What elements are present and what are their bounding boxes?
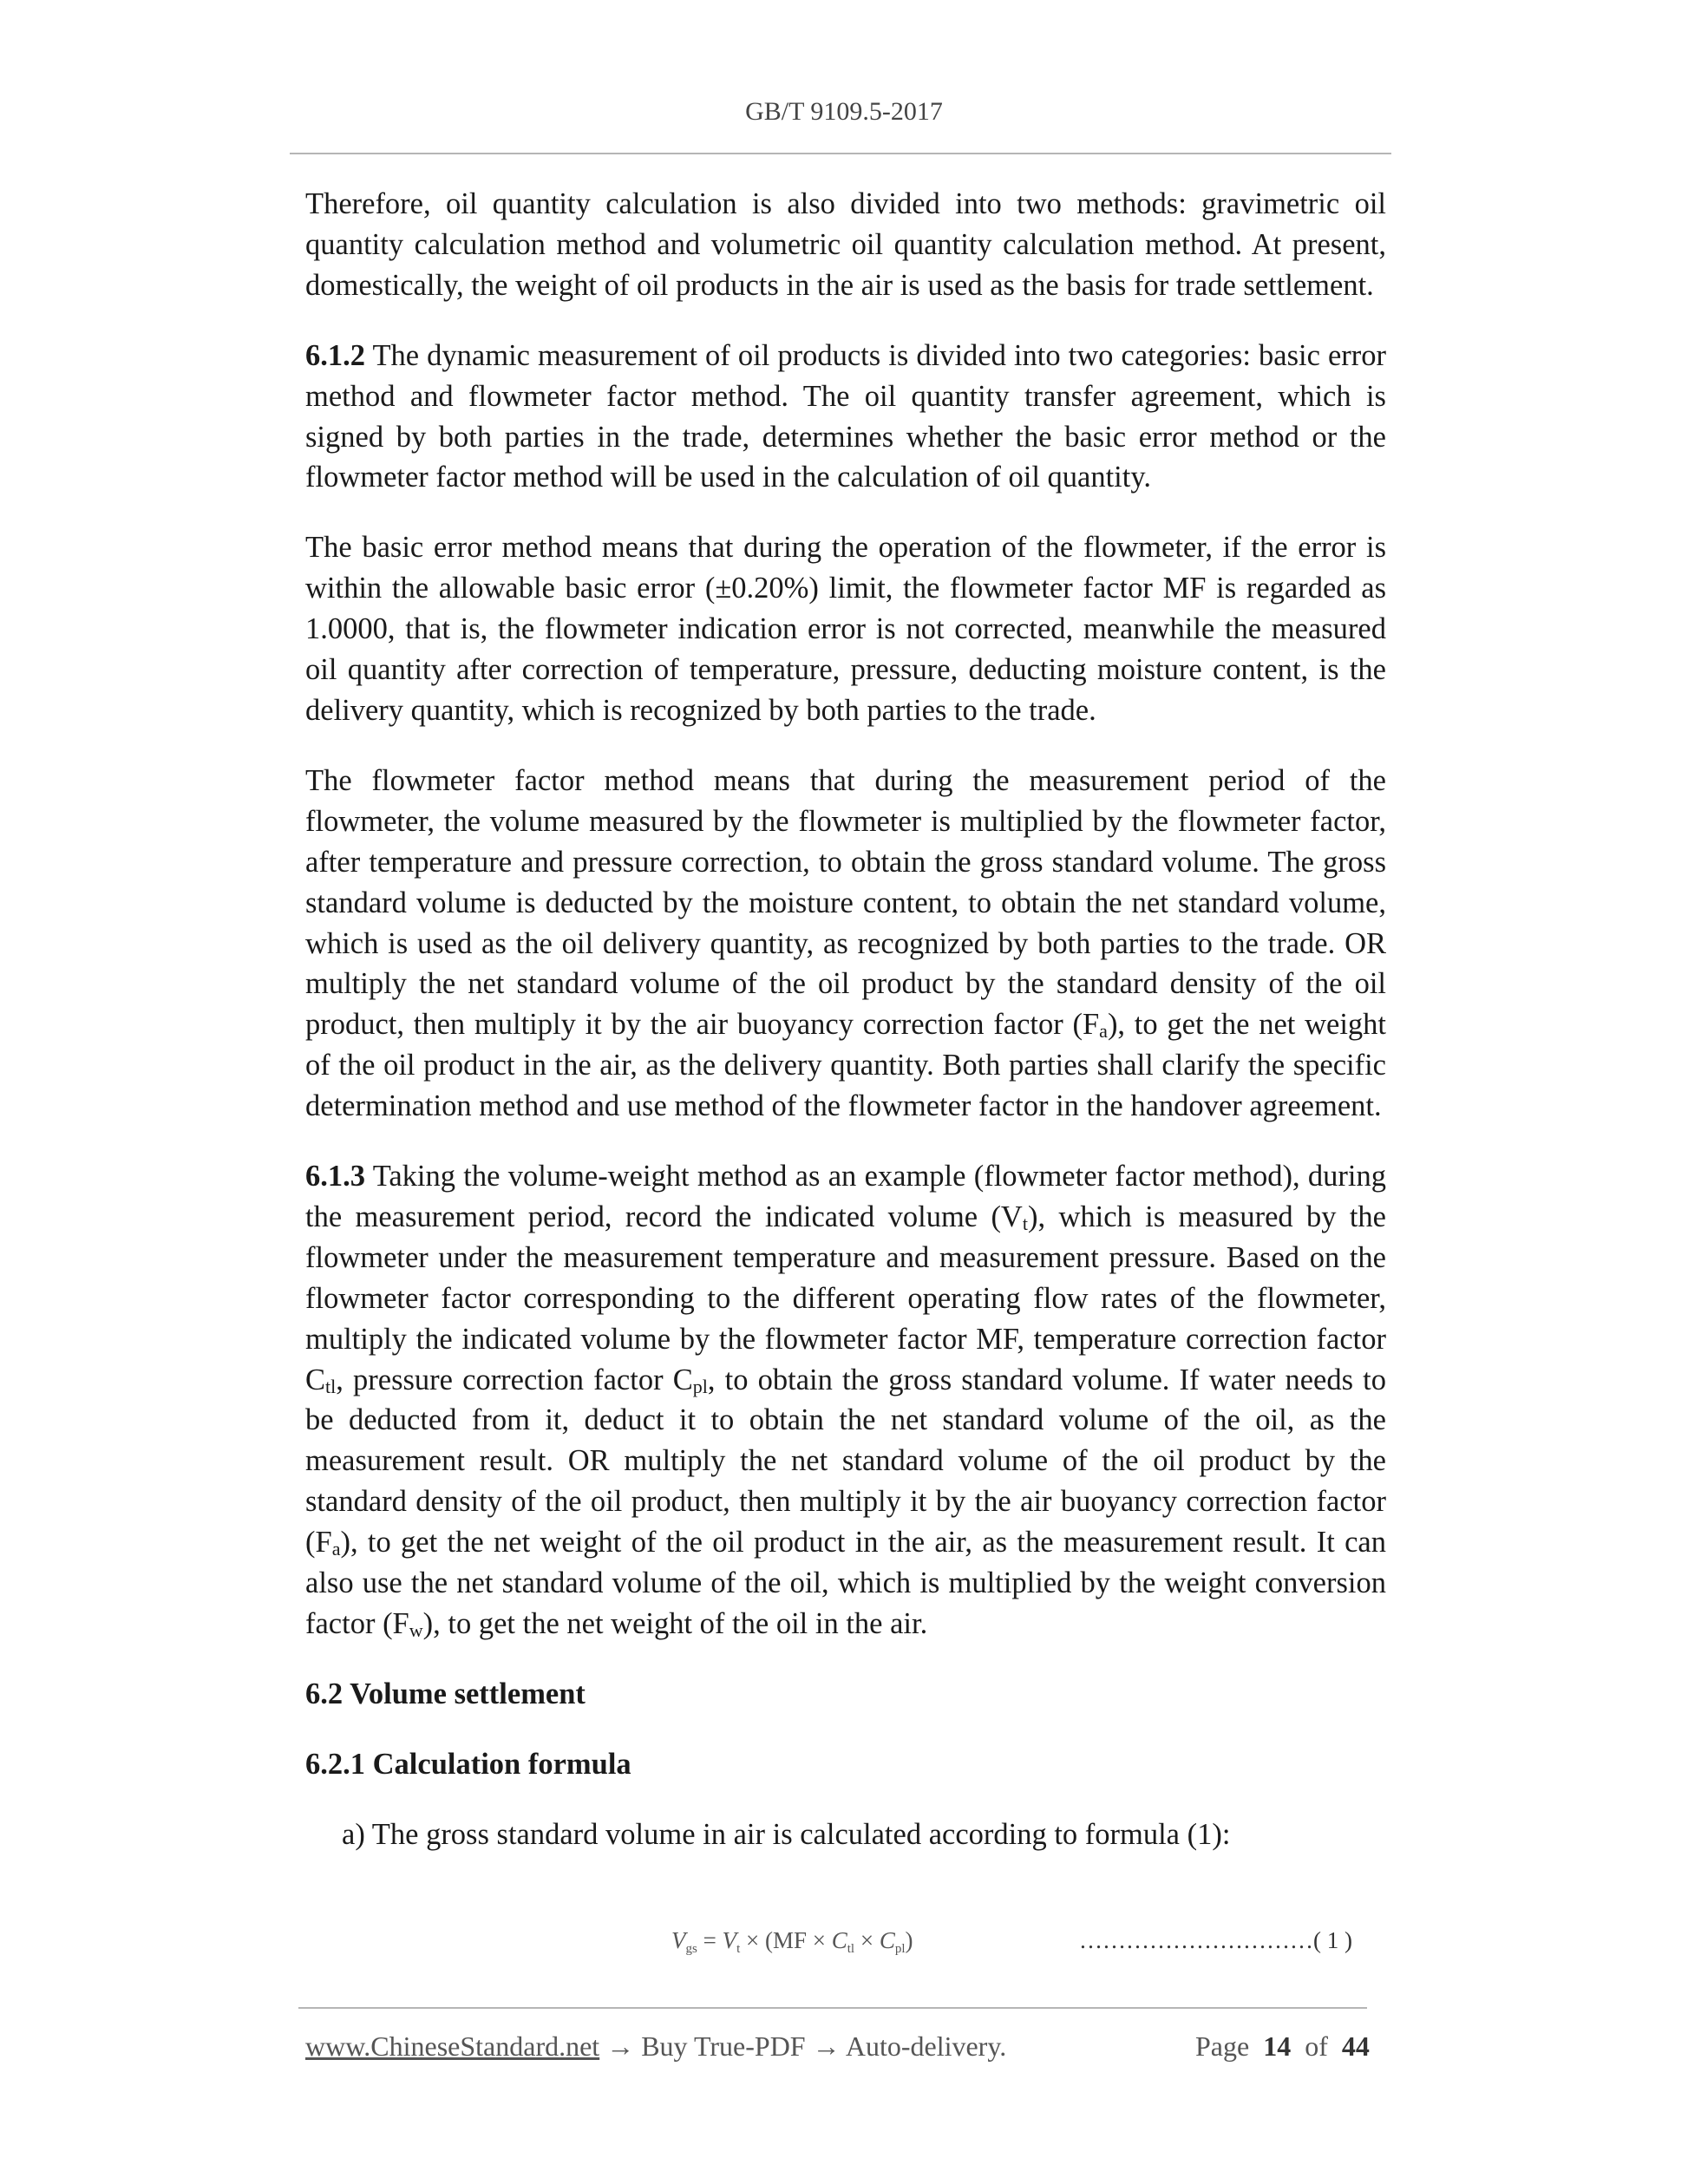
formula-number: …………………………( 1 ) (1079, 1927, 1352, 1953)
paragraph-oil-calculation-methods: Therefore, oil quantity calculation is also divided into two methods: gravimetric oil quantity calculation method and volumetric oil quantity calculation method. At present, domestically, the weight of oil products in the air is used as the basis for trade settlement. (305, 187, 1386, 302)
footer-promo: www.ChineseStandard.net → Buy True-PDF → Auto-delivery. (305, 2030, 1007, 2062)
clause-number: 6.1.3 (305, 1160, 365, 1193)
paragraph-flowmeter-factor-method: The flowmeter factor method means that during the measurement period of the flowmeter, the volume measured by the flowmeter is multiplied by the flowmeter factor, after temperature and pressure correction, to obtain the gross standard volume. The gross standard volume is deducted by the moisture content, to obtain the net standard volume, which is used as the oil delivery quantity, as recognized by both parties to the trade. OR multiply the net standard volume of the oil product by the standard density of the oil product, then multiply it by the air buoyancy correction factor $(F_a)$, to get the net weight of the oil product in the air, as the delivery quantity. Both parties shall clarify the specific determination method and use method of the flowmeter factor in the handover agreement. (305, 763, 1386, 1123)
chinesestandard-link[interactable]: www.ChineseStandard.net (305, 2030, 600, 2062)
list-item-a: a) The gross standard volume in air is calculated according to formula (1): (342, 1817, 1231, 1851)
heading-calculation-formula: 6.2.1 Calculation formula (305, 1747, 631, 1781)
header-divider (290, 153, 1391, 154)
heading-volume-settlement: 6.2 Volume settlement (305, 1677, 586, 1710)
arrow-right-icon: → (805, 2030, 846, 2062)
formula-1: $V_{gs} = V_t \times (MF \times C_{tl} \times C_{pl})$ (671, 1927, 913, 1956)
arrow-right-icon: → (599, 2030, 642, 2062)
page-content (305, 184, 1386, 1855)
paragraph-basic-error-method: The basic error method means that during the operation of the flowmeter, if the error is within the allowable basic error (±0.20%) limit, the flowmeter factor MF is regarded as 1.0000, that is, the flowmeter indication error is not corrected, meanwhile the measured oil quantity after correction of temperature, pressure, deducting moisture content, is the delivery quantity, which is recognized by both parties to the trade. (305, 531, 1386, 727)
document-header-title: GB/T 9109.5-2017 (745, 97, 943, 126)
footer-divider (298, 2007, 1367, 2009)
paragraph-6-1-3: 6.1.3 Taking the volume-weight method as an example (flowmeter factor method), during the measurement period, record the indicated volume $(V_t)$, which is measured by the flowmeter under the measurement temperature and measurement pressure. Based on the flowmeter factor corresponding to the different operating flow rates of the flowmeter, multiply the indicated volume by the flowmeter factor MF, temperature correction factor $C_{tl}$, pressure correction factor $C_{pl}$, to obtain the gross standard volume. If water needs to be deducted from it, deduct it to obtain the net standard volume of the oil, as the measurement result. OR multiply the net standard volume of the oil product by the standard density of the oil product, then multiply it by the air buoyancy correction factor $(F_a)$, to get the net weight of the oil product in the air, as the measurement result. It can also use the net standard volume of the oil, which is multiplied by the weight conversion factor $(F_w)$, to get the net weight of the oil in the air. (305, 1160, 1386, 1641)
clause-number: 6.1.2 (305, 338, 365, 372)
paragraph-6-1-2: 6.1.2 The dynamic measurement of oil products is divided into two categories: basic error method and flowmeter factor method. The oil quantity transfer agreement, which is signed by both parties in the trade, determines whether the basic error method or the flowmeter factor method will be used in the calculation of oil quantity. (305, 338, 1386, 494)
page-indicator: Page 14 of 44 (1195, 2030, 1370, 2062)
